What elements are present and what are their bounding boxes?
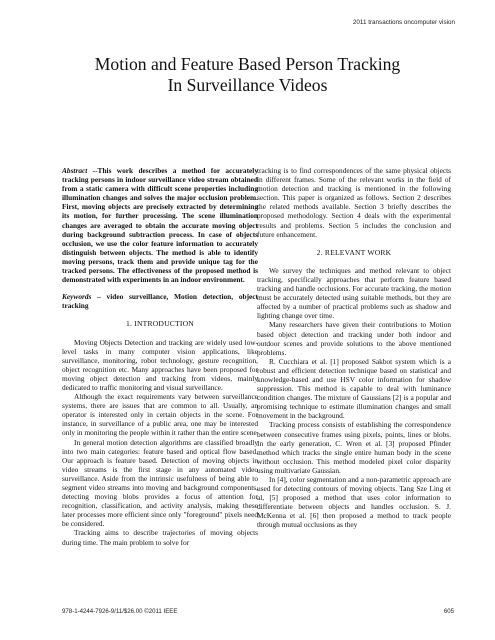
section-heading-introduction: 1. INTRODUCTION [126,319,194,329]
relevant-work-paragraph: In [4], color segmentation and a non-parametric approach are used for detecting contours of moving objects. Tang Sze Ling et al, [5] proposed a method that uses color information to differentiate between objects and handles occlusion. S. J. McKenna et al. [6] then proposed a method to track people through mutual occlusions as they [257,475,451,530]
intro-paragraph: Tracking aims to describe trajectories of moving objects during time. The main problem to solve for [62,528,258,547]
page-number: 605 [443,608,454,615]
footer-isbn: 978-1-4244-7926-9/11/$26.00 ©2011 IEEE [62,608,178,615]
intro-paragraph: Although the exact requirements vary between surveillance systems, there are issues that are common to all. Usually, an operator is interested only in certain objects in the scene. For instance, in surveillance of a public area, one may be interested only in monitoring the people within it rather than the entire scene [62,392,258,438]
title-line-1: Motion and Feature Based Person Tracking [94,54,401,74]
abstract [62,166,258,284]
intro-continued-paragraph: tracking is to find correspondences of the same physical objects in different frames. Some of the relevant works in the field of motion detection and tracking is mentioned in the following section. This paper is organized as follows. Section 2 describes the related methods available. Section 3 briefly describes the proposed methodology. Section 4 deals with the experimental results and problems. Section 5 includes the conclusion and future enhancement. [257,166,451,239]
abstract-text: --This work describes a method for accurately tracking persons in indoor surveillance video stream obtained from a static camera with difficult scene properties including illumination changes and solves the major occlusion problem. First, moving objects are precisely extracted by determining its motion, for further processing. The scene illumination changes are averaged to obtain the accurate moving object during background subtraction process. In case of objects occlusion, we use the color feature information to accurately distinguish between objects. The method is able to identify moving persons, track them and provide unique tag for the tracked persons. The effectiveness of the proposed method is demonstrated with experiments in an indoor environment. [62,166,258,285]
keywords-text: – video surveillance, Motion detection, object tracking [62,292,258,311]
intro-paragraph: Moving Objects Detection and tracking are widely used low-level tasks in many computer vision applications, like surveillance, monitoring, robot technology, gesture recognition, object recognition etc. Many approaches have been proposed for moving object detection and tracking from videos, mainly dedicated to traffic monitoring and visual surveillance. [62,337,258,392]
relevant-work-paragraph: Many researchers have given their contributions to Motion based object detection and tracking under both indoor and outdoor scenes and provide solutions to the above mentioned problems. [257,320,451,357]
intro-paragraph: In general motion detection algorithms are classified broadly into two main categories: feature based and optical flow based. Our approach is feature based. Detection of moving objects in video streams is the first stage in any automated video surveillance. Aside from the intrinsic usefulness of being able to segment video streams into moving and background components, detecting moving blobs provides a focus of attention for recognition, classification, and activity analysis, making these later processes more efficient since only "foreground" pixels need be considered. [62,437,258,529]
right-column [257,166,451,530]
keywords-label: Keywords [62,292,92,302]
section-heading-relevant-work: 2. RELEVANT WORK [316,247,392,257]
paper-title [0,54,495,96]
keywords [62,292,258,310]
left-column [62,166,258,547]
title-line-2: In Surveillance Videos [167,75,328,95]
journal-header: 2011 transactions oncomputer vision [352,19,455,26]
abstract-label: Abstract [62,166,88,175]
relevant-work-paragraph: R. Cucchiara et al. [1] proposed Sakbot system which is a robust and efficient detection technique based on statistical and knowledge-based and use HSV color information for shadow suppression. This method is capable to deal with luminance condition changes. The mixture of Gaussians [2] is a popular and promising technique to estimate illumination changes and small movement in the background. [257,356,451,421]
relevant-work-paragraph: Tracking process consists of establishing the correspondence between consecutive frames using pixels, points, lines or blobs. In the early generation, C. Wren et al. [3] proposed Pfinder method which tracks the single entire human body in the scene without occlusion. This method modeled pixel color disparity using multivariate Gaussian. [257,420,451,475]
relevant-work-paragraph: We survey the techniques and method relevant to object tracking, specifically approaches that perform feature based tracking and handle occlusions. For accurate tracking, the motion must be accurately detected using suitable methods, but they are affected by a number of practical problems such as shadow and lighting change over time. [257,265,451,321]
